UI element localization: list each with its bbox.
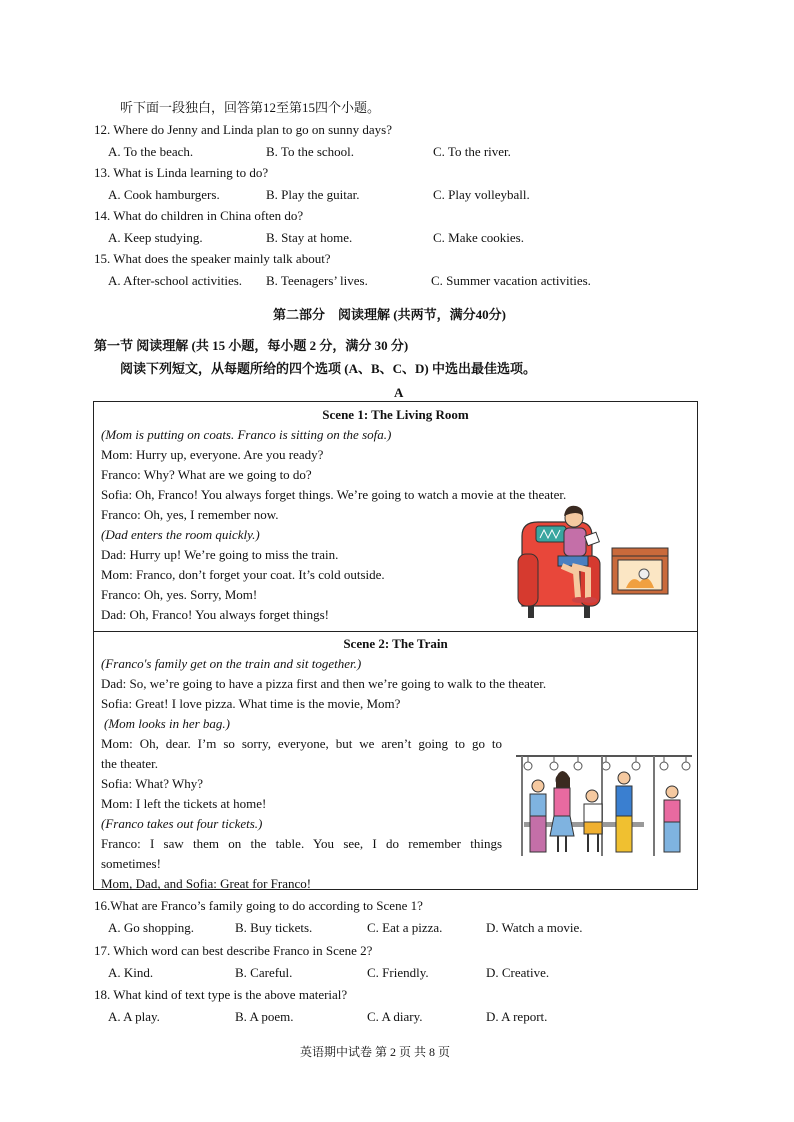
dialogue-line: Sofia: Oh, Franco! You always forget things. We’re going to watch a movie at the theater. [101,487,567,502]
question-13: 13. What is Linda learning to do? [94,165,269,180]
scene1-title: Scene 1: The Living Room [322,407,469,422]
dialogue-line: Mom: Hurry up, everyone. Are you ready? [101,447,324,462]
option-18b: B. A poem. [235,1009,294,1024]
passage-box [93,401,698,890]
dialogue-line: Franco: I saw them on the table. You see, I do remember things [101,836,502,851]
question-16: 16.What are Franco’s family going to do according to Scene 1? [94,898,423,913]
option-18a: A. A play. [108,1009,160,1024]
boy-on-sofa-illustration [514,504,674,624]
stage-direction: (Mom looks in her bag.) [104,716,231,731]
dialogue-line: Sofia: Great! I love pizza. What time is the movie, Mom? [101,696,401,711]
option-13b: B. Play the guitar. [266,187,360,202]
stage-direction: (Mom is putting on coats. Franco is sitting on the sofa.) [101,427,392,442]
part2-title: 第二部分 阅读理解 (共两节，满分40分) [273,307,506,322]
dialogue-line: Mom: Franco, don’t forget your coat. It’s cold outside. [101,567,385,582]
dialogue-line: Mom: Oh, dear. I’m so sorry, everyone, but we aren’t going to go to [101,736,502,751]
dialogue-line: the theater. [101,756,159,771]
option-13a: A. Cook hamburgers. [108,187,220,202]
option-16b: B. Buy tickets. [235,920,313,935]
option-14b: B. Stay at home. [266,230,353,245]
option-17d: D. Creative. [486,965,550,980]
page-footer: 英语期中试卷 第 2 页 共 8 页 [300,1045,451,1059]
dialogue-line: Sofia: What? Why? [101,776,204,791]
dialogue-line: Franco: Oh, yes, I remember now. [101,507,279,522]
dialogue-line: Dad: So, we’re going to have a pizza first and then we’re going to walk to the theater. [101,676,547,691]
option-12b: B. To the school. [266,144,355,159]
option-14a: A. Keep studying. [108,230,203,245]
question-12: 12. Where do Jenny and Linda plan to go on sunny days? [94,122,392,137]
option-15b: B. Teenagers’ lives. [266,273,368,288]
question-17: 17. Which word can best describe Franco in Scene 2? [94,943,373,958]
option-18d: D. A report. [486,1009,548,1024]
question-14: 14. What do children in China often do? [94,208,304,223]
dialogue-line: Franco: Oh, yes. Sorry, Mom! [101,587,258,602]
question-15: 15. What does the speaker mainly talk about? [94,251,331,266]
stage-direction: (Franco takes out four tickets.) [101,816,263,831]
option-16a: A. Go shopping. [108,920,194,935]
stage-direction: (Dad enters the room quickly.) [101,527,260,542]
family-on-train-illustration [514,752,694,862]
section1-title: 第一节 阅读理解 (共 15 小题，每小题 2 分，满分 30 分) [94,338,409,353]
option-15c: C. Summer vacation activities. [431,273,591,288]
dialogue-line: Mom, Dad, and Sofia: Great for Franco! [101,876,312,891]
option-15a: A. After-school activities. [108,273,243,288]
option-16c: C. Eat a pizza. [367,920,443,935]
question-18: 18. What kind of text type is the above material? [94,987,348,1002]
dialogue-line: Dad: Hurry up! We’re going to miss the train. [101,547,339,562]
reading-instruction: 阅读下列短文，从每题所给的四个选项 (A、B、C、D) 中选出最佳选项。 [120,361,536,376]
stage-direction: (Franco's family get on the train and sit together.) [101,656,362,671]
option-16d: D. Watch a movie. [486,920,583,935]
listening-intro: 听下面一段独白，回答第12至第15四个小题。 [120,100,381,115]
dialogue-line: Dad: Oh, Franco! You always forget things! [101,607,329,622]
scene-divider [94,631,697,632]
option-17c: C. Friendly. [367,965,429,980]
scene2-title: Scene 2: The Train [343,636,448,651]
option-12c: C. To the river. [433,144,511,159]
option-12a: A. To the beach. [108,144,194,159]
option-13c: C. Play volleyball. [433,187,530,202]
option-14c: C. Make cookies. [433,230,524,245]
dialogue-line: Franco: Why? What are we going to do? [101,467,312,482]
option-17a: A. Kind. [108,965,154,980]
option-17b: B. Careful. [235,965,293,980]
passage-label: A [394,385,404,400]
dialogue-line: Mom: I left the tickets at home! [101,796,267,811]
dialogue-line: sometimes! [101,856,161,871]
option-18c: C. A diary. [367,1009,423,1024]
